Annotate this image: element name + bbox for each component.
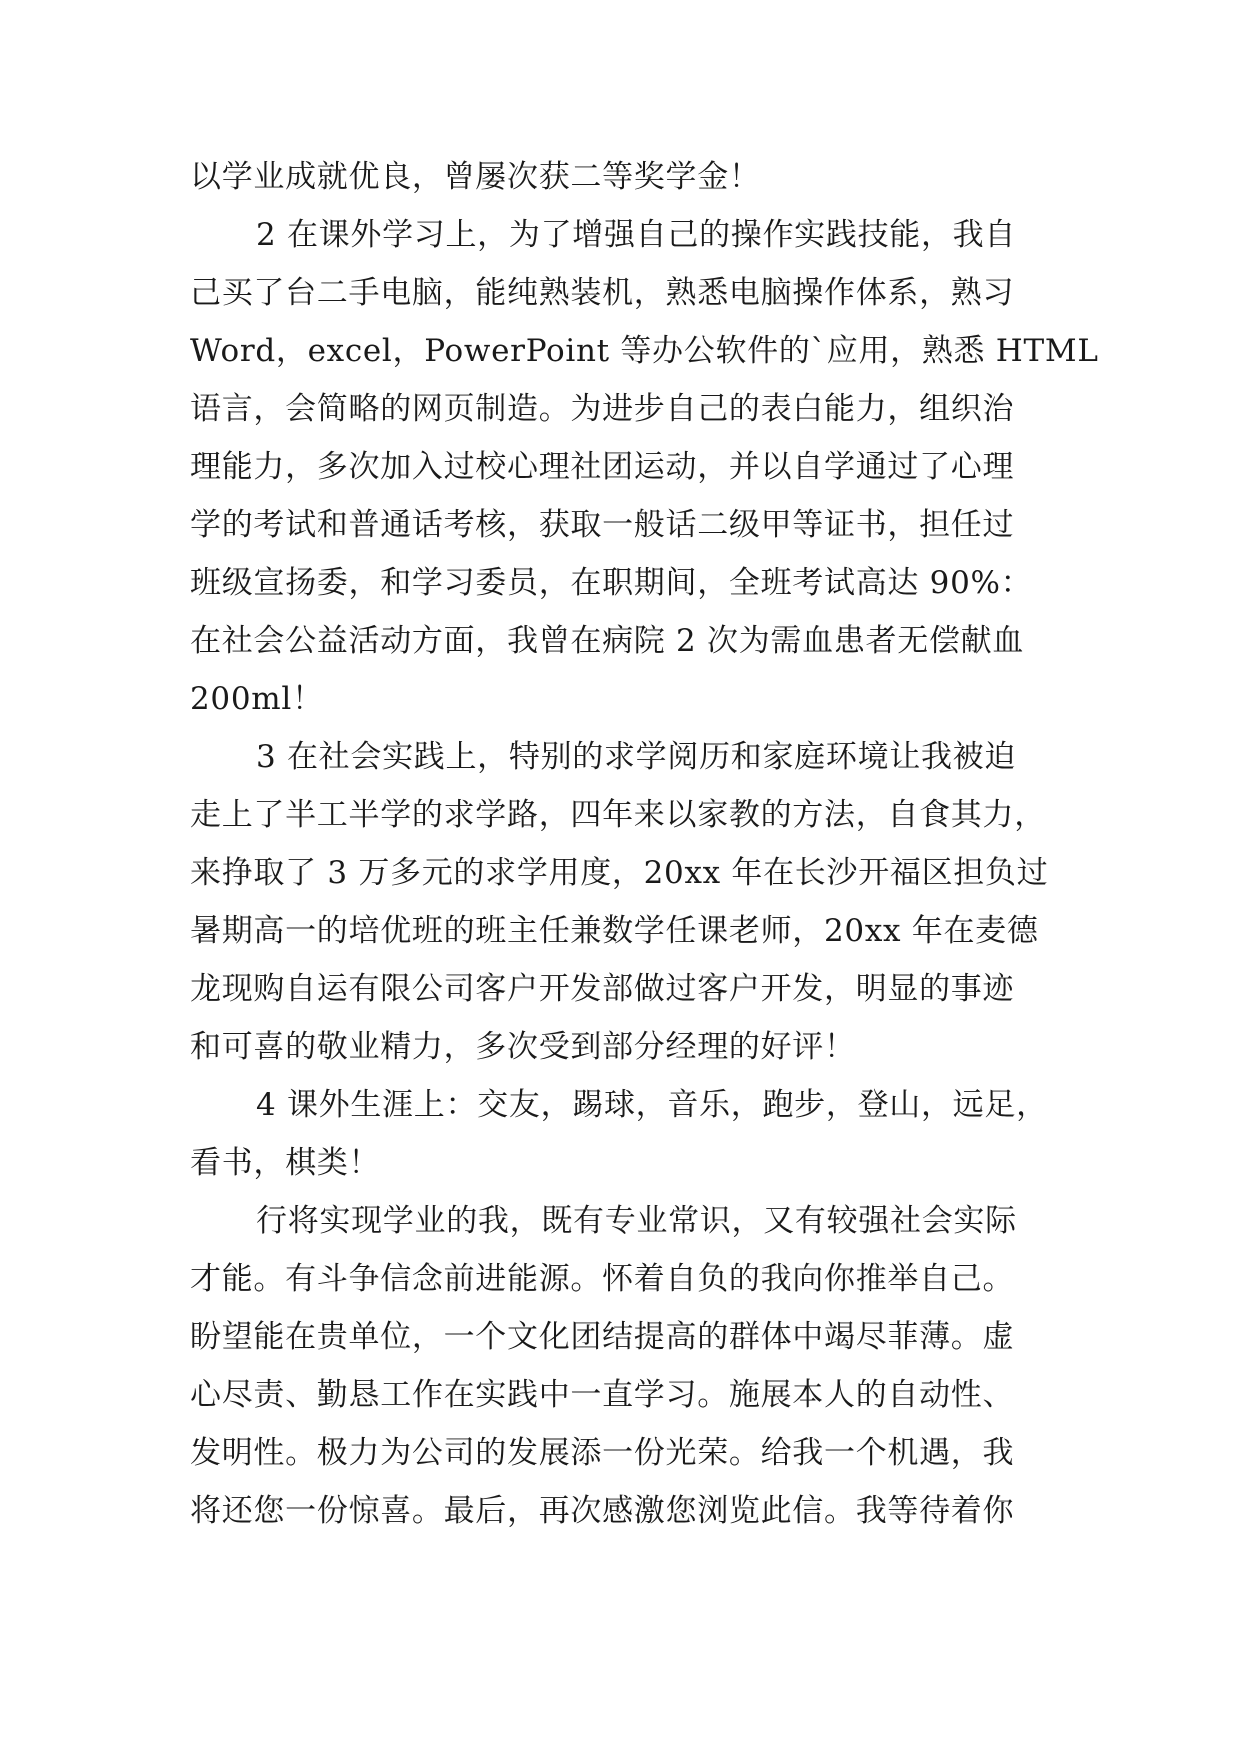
text-line: 理能力，多次加入过校心理社团运动，并以自学通过了心理	[190, 449, 1015, 485]
text-line: 发明性。极力为公司的发展添一份光荣。给我一个机遇，我	[190, 1435, 1015, 1471]
text-line: 在社会公益活动方面，我曾在病院 2 次为需血患者无偿献血	[190, 623, 1025, 659]
text-line: 以学业成就优良，曾屡次获二等奖学金！	[190, 159, 761, 195]
text-line: 来挣取了 3 万多元的求学用度，20xx 年在长沙开福区担负过	[190, 855, 1049, 891]
text-line: 将还您一份惊喜。最后，再次感激您浏览此信。我等待着你	[190, 1493, 1015, 1529]
text-line: 语言，会简略的网页制造。为进步自己的表白能力，组织治	[190, 391, 1015, 427]
text-line: Word，excel，PowerPoint 等办公软件的`应用，熟悉 HTML	[190, 333, 1099, 369]
text-line: 龙现购自运有限公司客户开发部做过客户开发，明显的事迹	[190, 971, 1015, 1007]
text-line: 和可喜的敬业精力，多次受到部分经理的好评！	[190, 1029, 856, 1065]
letter-body	[190, 148, 1099, 1540]
text-line: 行将实现学业的我，既有专业常识，又有较强社会实际	[256, 1203, 1017, 1239]
text-line: 3 在社会实践上，特别的求学阅历和家庭环境让我被迫	[256, 739, 1017, 775]
text-line: 200ml！	[190, 681, 324, 717]
text-line: 己买了台二手电脑，能纯熟装机，熟悉电脑操作体系，熟习	[190, 275, 1015, 311]
text-line: 走上了半工半学的求学路，四年来以家教的方法，自食其力，	[190, 797, 1046, 833]
text-line: 2 在课外学习上，为了增强自己的操作实践技能，我自	[256, 217, 1017, 253]
text-line: 看书，棋类！	[190, 1145, 381, 1181]
text-line: 心尽责、勤恳工作在实践中一直学习。施展本人的自动性、	[190, 1377, 1015, 1413]
text-line: 暑期高一的培优班的班主任兼数学任课老师，20xx 年在麦德	[190, 913, 1039, 949]
text-line: 班级宣扬委，和学习委员，在职期间，全班考试高达 90%：	[190, 565, 1033, 601]
text-line: 学的考试和普通话考核，获取一般话二级甲等证书，担任过	[190, 507, 1015, 543]
text-line: 盼望能在贵单位，一个文化团结提高的群体中竭尽菲薄。虚	[190, 1319, 1015, 1355]
text-line: 才能。有斗争信念前进能源。怀着自负的我向你推举自己。	[190, 1261, 1015, 1297]
text-line: 4 课外生涯上：交友，踢球，音乐，跑步，登山，远足，	[256, 1087, 1048, 1123]
